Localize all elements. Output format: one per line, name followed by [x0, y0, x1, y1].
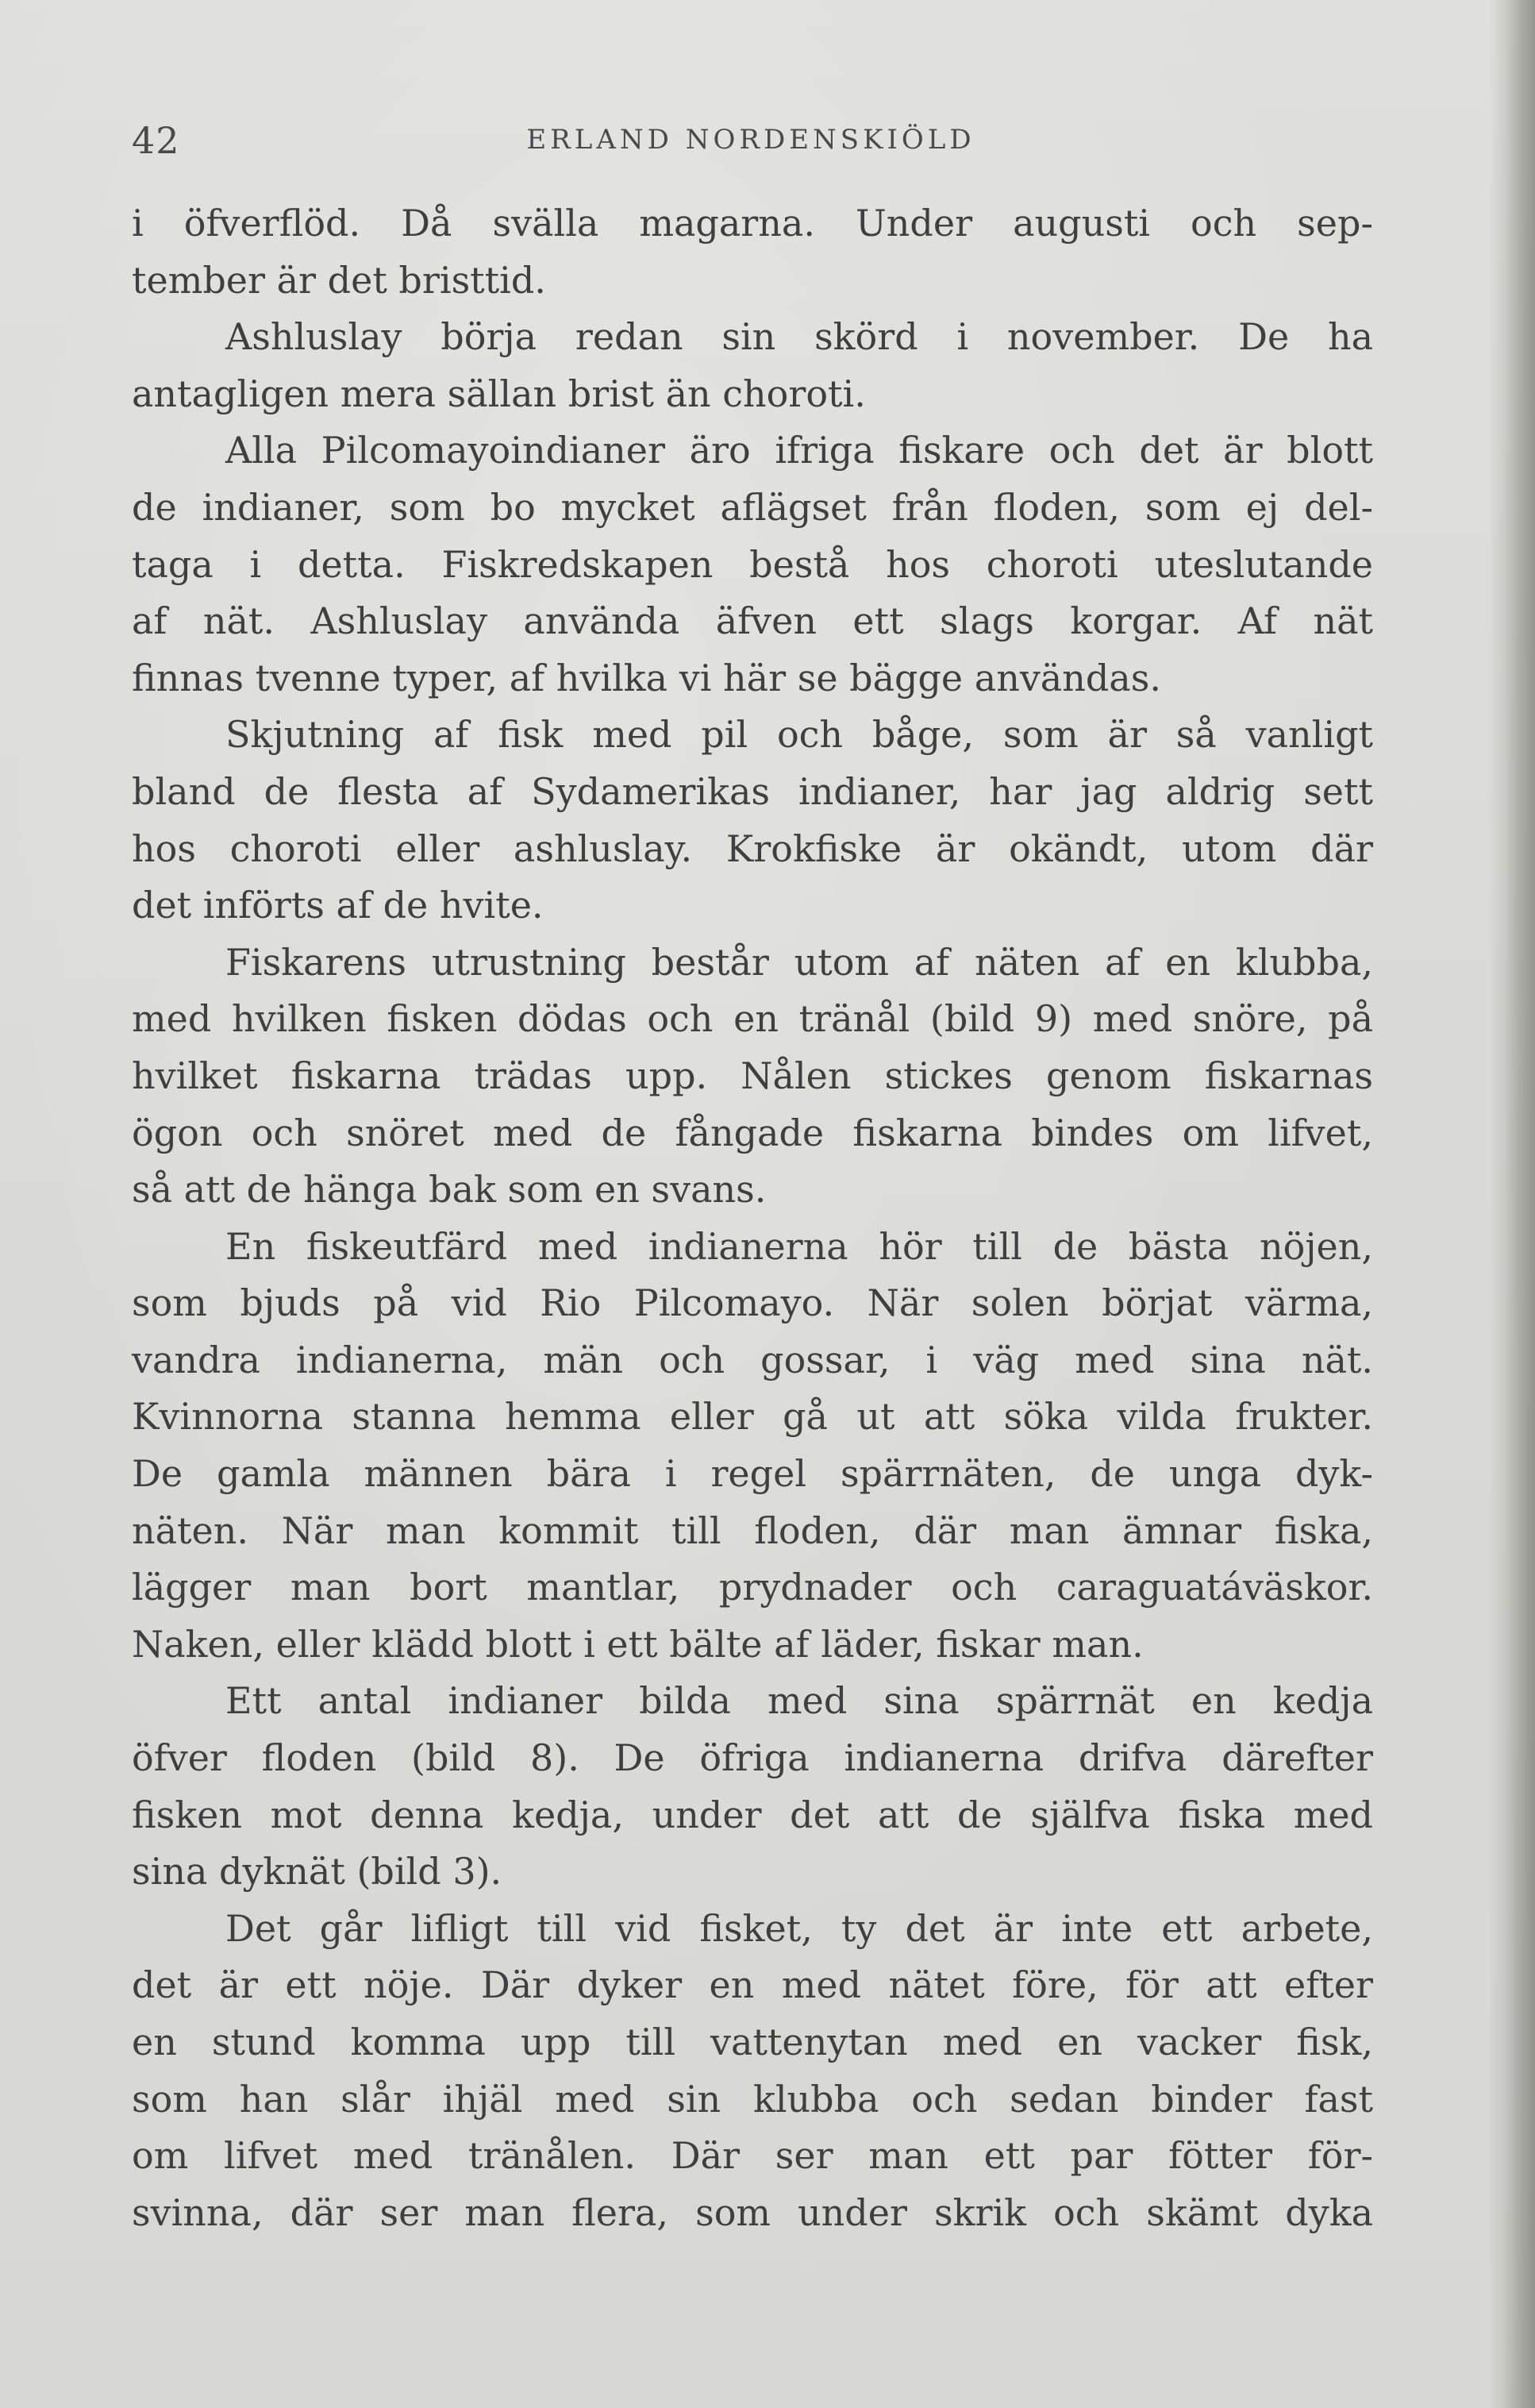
text-line: lägger man bort mantlar, prydnader och caraguatáväskor.	[132, 1566, 1373, 1609]
text-line: Ashluslay börja redan sin skörd i november. De ha	[225, 315, 1373, 359]
text-line: som han slår ihjäl med sin klubba och sedan binder fast	[132, 2077, 1373, 2121]
text-line: Ett antal indianer bilda med sina spärrnät en kedja	[225, 1679, 1373, 1723]
text-line: Naken, eller klädd blott i ett bälte af läder, fiskar man.	[132, 1622, 1144, 1666]
text-line: hos choroti eller ashluslay. Krokfiske är okändt, utom där	[132, 826, 1373, 870]
text-line: Kvinnorna stanna hemma eller gå ut att söka vilda frukter.	[132, 1395, 1373, 1439]
text-line: öfver floden (bild 8). De öfriga indianerna drifva därefter	[132, 1736, 1373, 1780]
text-line: finnas tvenne typer, af hvilka vi här se bägge användas.	[132, 656, 1161, 699]
text-line: En fiskeutfärd med indianerna hör till de bästa nöjen,	[225, 1224, 1373, 1268]
text-line: Fiskarens utrustning består utom af näten af en klubba,	[225, 940, 1373, 984]
text-line: som bjuds på vid Rio Pilcomayo. När solen börjat värma,	[132, 1281, 1373, 1325]
text-line: Alla Pilcomayoindianer äro ifriga fiskare och det är blott	[225, 429, 1373, 472]
text-line: taga i detta. Fiskredskapen bestå hos choroti uteslutande	[132, 542, 1373, 586]
text-line: så att de hänga bak som en svans.	[132, 1168, 767, 1212]
text-line: ögon och snöret med de fångade fiskarna bindes om lifvet,	[132, 1111, 1373, 1154]
text-line: en stund komma upp till vattenytan med en vacker fisk,	[132, 2021, 1373, 2063]
body-text	[132, 195, 1373, 2241]
page-edge-shadow	[1489, 0, 1535, 2408]
text-line: Det går lifligt till vid fisket, ty det är inte ett arbete,	[225, 1906, 1373, 1950]
text-line: fisken mot denna kedja, under det att de själfva fiska med	[132, 1793, 1373, 1836]
text-line: i öfverflöd. Då svälla magarna. Under augusti och sep-	[132, 202, 1373, 245]
text-line: det är ett nöje. Där dyker en med nätet före, för att efter	[132, 1963, 1373, 2007]
text-line: svinna, där ser man flera, som under skrik och skämt dyka	[132, 2190, 1373, 2234]
text-line: med hvilken fisken dödas och en tränål (bild 9) med snöre, på	[132, 997, 1373, 1041]
text-line: De gamla männen bära i regel spärrnäten, de unga dyk-	[132, 1452, 1373, 1496]
text-line: hvilket fiskarna trädas upp. Nålen stickes genom fiskarnas	[132, 1054, 1373, 1097]
text-line: näten. När man kommit till floden, där man ämnar fiska,	[132, 1508, 1373, 1552]
running-head: ERLAND NORDENSKIÖLD	[526, 124, 975, 156]
text-line: Skjutning af fisk med pil och båge, som är så vanligt	[225, 713, 1373, 757]
text-line: sina dyknät (bild 3).	[132, 1850, 502, 1894]
text-line: det införts af de hvite.	[132, 884, 544, 927]
text-line: bland de flesta af Sydamerikas indianer, har jag aldrig sett	[132, 769, 1373, 813]
page-header	[132, 119, 1370, 167]
text-line: af nät. Ashluslay använda äfven ett slags korgar. Af nät	[132, 599, 1373, 643]
text-line: tember är det bristtid.	[132, 258, 546, 302]
text-line: vandra indianerna, män och gossar, i väg med sina nät.	[132, 1338, 1373, 1381]
text-line: antagligen mera sällan brist än choroti.	[132, 372, 866, 415]
text-line: om lifvet med tränålen. Där ser man ett par fötter för-	[132, 2134, 1373, 2178]
text-line: de indianer, som bo mycket aflägset från floden, som ej del-	[132, 485, 1373, 529]
page-number: 42	[132, 119, 180, 162]
